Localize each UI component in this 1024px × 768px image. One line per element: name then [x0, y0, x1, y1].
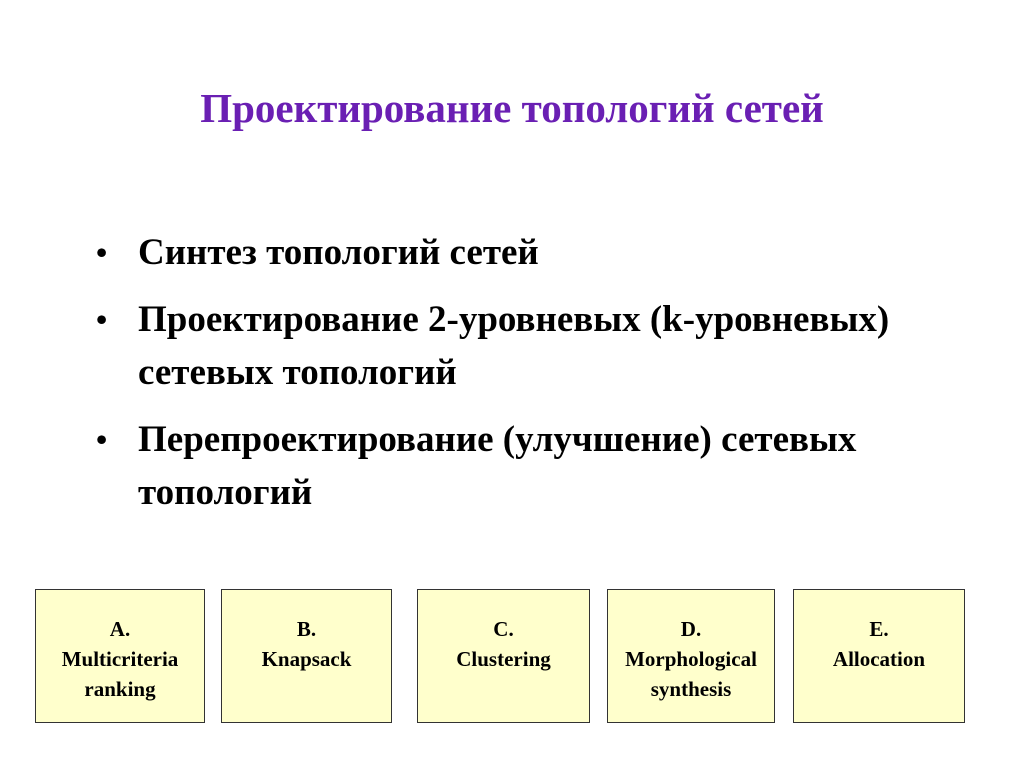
bullet-item: [96, 413, 916, 519]
bullet-item: [96, 293, 916, 399]
box-letter: D.: [680, 617, 702, 641]
box-letter: A.: [109, 617, 131, 641]
bullet-text: Синтез топологий сетей: [138, 232, 539, 273]
box-label-line2: ranking: [84, 677, 156, 701]
slide-title: Проектирование топологий сетей: [200, 85, 824, 131]
box-label-line1: Clustering: [456, 647, 551, 671]
bullet-list: [96, 226, 916, 533]
bullet-marker: •: [96, 421, 108, 457]
box-clustering: [417, 589, 590, 723]
box-letter: B.: [296, 617, 317, 641]
box-label-line1: Knapsack: [261, 647, 352, 671]
box-multicriteria-ranking: [35, 589, 205, 723]
bullet-marker: •: [96, 301, 108, 337]
box-letter: C.: [493, 617, 514, 641]
box-letter: E.: [869, 617, 889, 641]
box-label-line1: Multicriteria: [61, 647, 179, 671]
box-label-line1: Allocation: [832, 647, 926, 671]
bullet-text: Перепроектирование (улучшение) сетевых топологий: [138, 419, 857, 513]
method-boxes: [0, 589, 1024, 725]
bullet-text: Проектирование 2-уровневых (k-уровневых) сетевых топологий: [138, 299, 890, 393]
bullet-item: [96, 226, 916, 279]
box-label-line1: Morphological: [625, 647, 757, 671]
box-morphological-synthesis: [607, 589, 775, 723]
box-knapsack: [221, 589, 392, 723]
box-allocation: [793, 589, 965, 723]
box-label-line2: synthesis: [650, 677, 732, 701]
bullet-marker: •: [96, 234, 108, 270]
